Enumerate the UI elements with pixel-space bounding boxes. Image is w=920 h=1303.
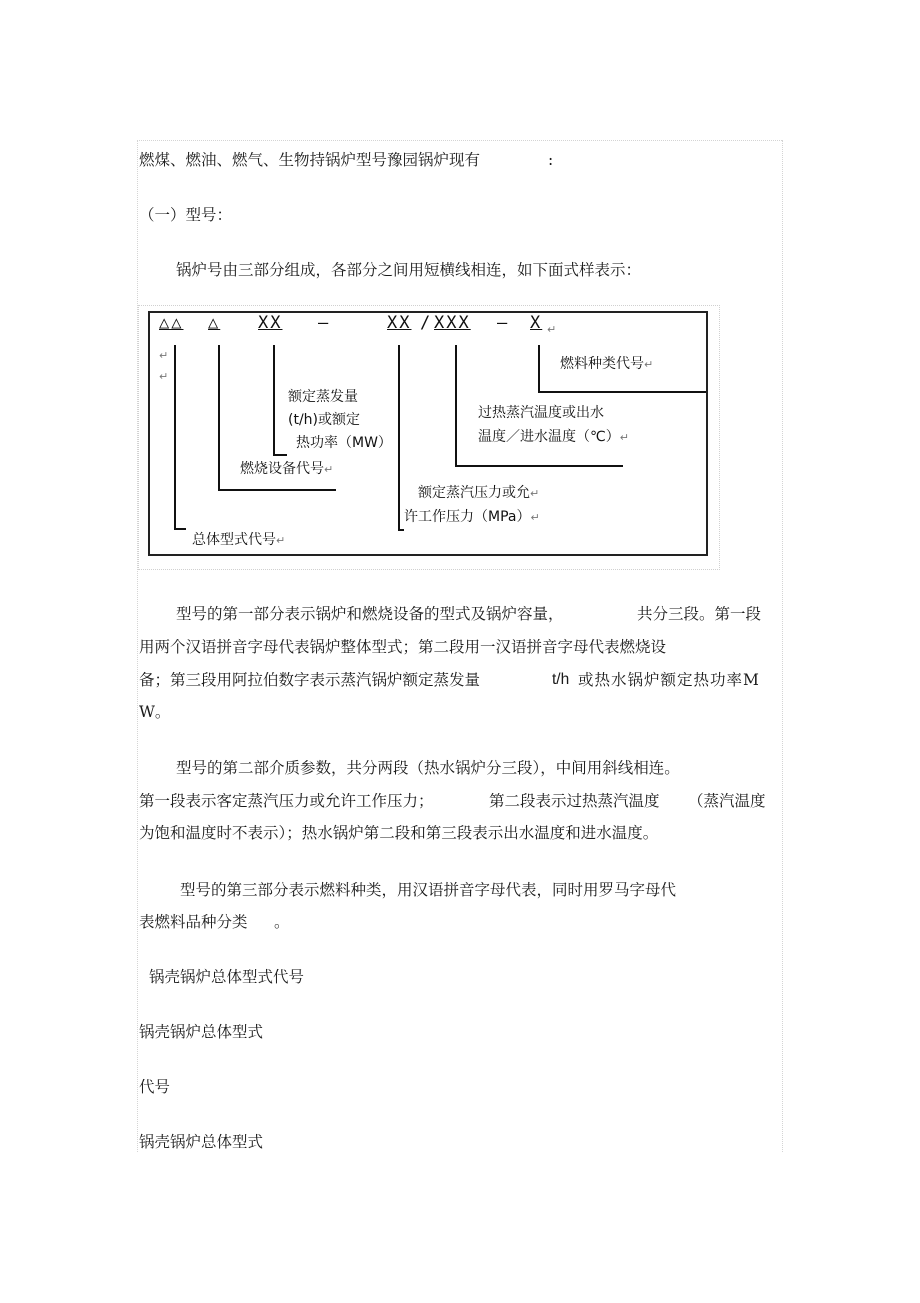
- tail-line-3: 代号: [139, 1078, 171, 1096]
- page-frame-left: [137, 140, 138, 1152]
- return-mark: ↵: [159, 349, 169, 362]
- connector-line: [455, 345, 457, 467]
- paragraph-1-line-1a: 型号的第一部分表示锅炉和燃烧设备的型式及锅炉容量，: [176, 605, 564, 623]
- label-overall-code: 总体型式代号↵: [192, 532, 286, 548]
- page-frame-top: [137, 140, 782, 141]
- paragraph-2-line-2c: （蒸汽温度: [688, 792, 766, 810]
- paragraph-2-line-2b: 第二段表示过热蒸汽温度: [489, 792, 660, 810]
- label-evaporation: 额定蒸发量: [288, 389, 358, 405]
- connector-line: [538, 391, 706, 393]
- paragraph-3-line-2a: 表燃料品种分类: [139, 913, 248, 931]
- paragraph-3-line-1: 型号的第三部分表示燃料种类，用汉语拼音字母代表，同时用罗马字母代: [180, 881, 677, 899]
- code-part-pressure: XX: [387, 313, 412, 333]
- page-frame-right: [782, 140, 783, 1152]
- connector-line: [218, 489, 336, 491]
- connector-line: [455, 465, 623, 467]
- connector-line: [398, 529, 404, 531]
- label-superheat-temp: 过热蒸汽温度或出水: [478, 405, 604, 421]
- document-title: 燃煤、燃油、燃气、生物持锅炉型号豫园锅炉现有: [139, 151, 481, 169]
- label-evaporation-unit: (t/h)或额定: [288, 412, 361, 428]
- paragraph-1-line-3c: 或热水锅炉额定热功率M: [578, 671, 760, 689]
- paragraph-2-line-3: 为饱和温度时不表示）；热水锅炉第二段和第三段表示出水温度和进水温度。: [139, 824, 659, 842]
- tail-line-2: 锅壳锅炉总体型式: [139, 1023, 264, 1041]
- paragraph-2-line-1: 型号的第二部介质参数，共分两段（热水锅炉分三段），中间用斜线相连。: [176, 759, 680, 777]
- connector-line: [174, 528, 186, 530]
- paragraph-1-line-3a: 备；第三段用阿拉伯数字表示蒸汽锅炉额定蒸发量: [139, 671, 481, 689]
- paragraph-2-line-2a: 第一段表示客定蒸汽压力或允许工作压力；: [139, 792, 434, 810]
- paragraph-1-line-3b: t/h: [552, 671, 570, 688]
- paragraph-1-line-1b: 共分三段。第一段: [637, 605, 762, 623]
- code-dash-2: —: [497, 313, 510, 333]
- paragraph-1-line-4: W。: [139, 703, 171, 721]
- connector-line: [174, 345, 176, 530]
- label-thermal-power: 热功率（MW）: [296, 435, 392, 451]
- code-dash-1: —: [318, 313, 331, 333]
- code-slash: /: [420, 313, 433, 333]
- code-part-combustion: △: [208, 313, 221, 333]
- tail-line-4: 锅壳锅炉总体型式: [139, 1133, 264, 1151]
- code-part-fuel: X: [530, 313, 543, 333]
- return-mark: ↵: [159, 370, 169, 383]
- label-water-temp: 温度／进水温度（℃）↵: [478, 429, 629, 445]
- intro-paragraph: 锅炉号由三部分组成，各部分之间用短横线相连，如下面式样表示：: [176, 261, 642, 279]
- paragraph-1-line-2: 用两个汉语拼音字母代表锅炉整体型式；第二段用一汉语拼音字母代表燃烧设: [139, 638, 667, 656]
- connector-line: [398, 345, 400, 531]
- connector-line: [273, 454, 287, 456]
- label-working-pressure: 许工作压力（MPa）↵: [404, 509, 540, 525]
- code-part-type: △△: [159, 313, 184, 333]
- connector-line: [218, 345, 220, 491]
- code-part-temperature: XXX: [434, 313, 471, 333]
- section-heading: （一）型号：: [139, 206, 233, 224]
- connector-line: [538, 345, 540, 393]
- label-rated-pressure: 额定蒸汽压力或允↵: [418, 485, 540, 501]
- tail-line-1: 锅壳锅炉总体型式代号: [149, 968, 305, 986]
- code-part-capacity: XX: [258, 313, 283, 333]
- document-title-colon: :: [548, 151, 554, 169]
- label-combustion-code: 燃烧设备代号↵: [240, 461, 334, 477]
- label-fuel-code: 燃料种类代号↵: [560, 356, 654, 372]
- connector-line: [273, 345, 275, 456]
- paragraph-3-line-2b: 。: [274, 913, 290, 931]
- return-mark: ↵: [547, 323, 557, 336]
